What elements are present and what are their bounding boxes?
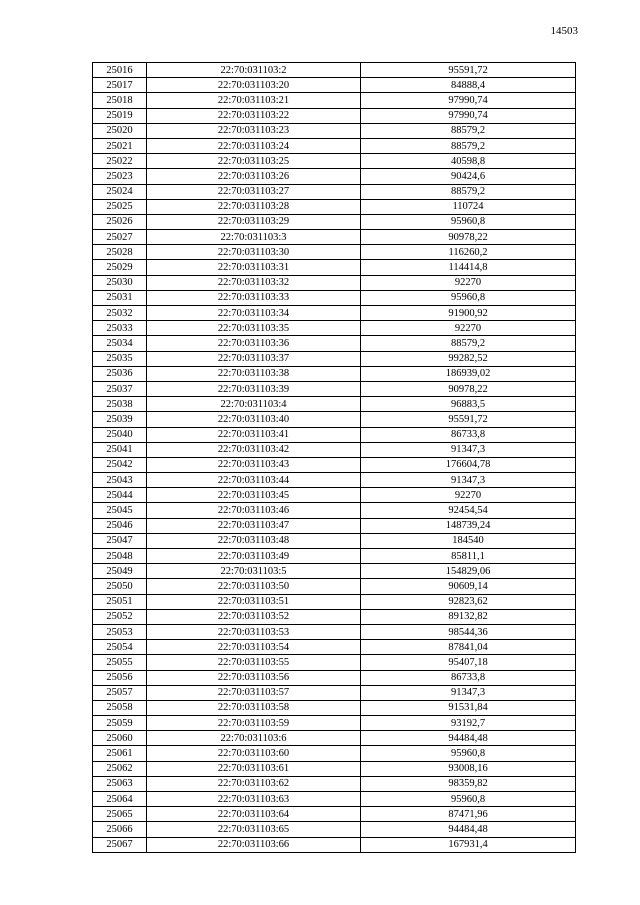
- row-number-cell: 25022: [93, 154, 147, 169]
- cadastral-number-cell: 22:70:031103:25: [147, 154, 361, 169]
- value-cell: 40598,8: [361, 154, 576, 169]
- row-number-cell: 25018: [93, 93, 147, 108]
- table-row: [93, 275, 576, 290]
- cadastral-number-cell: 22:70:031103:37: [147, 351, 361, 366]
- cadastral-number-cell: 22:70:031103:33: [147, 290, 361, 305]
- row-number-cell: 25047: [93, 533, 147, 548]
- cadastral-number-cell: 22:70:031103:45: [147, 488, 361, 503]
- row-number-cell: 25052: [93, 609, 147, 624]
- table-row: [93, 685, 576, 700]
- value-cell: 91347,3: [361, 473, 576, 488]
- table-row: [93, 792, 576, 807]
- row-number-cell: 25066: [93, 822, 147, 837]
- row-number-cell: 25062: [93, 761, 147, 776]
- cadastral-number-cell: 22:70:031103:4: [147, 397, 361, 412]
- cadastral-number-cell: 22:70:031103:59: [147, 716, 361, 731]
- value-cell: 98359,82: [361, 776, 576, 791]
- cadastral-number-cell: 22:70:031103:38: [147, 366, 361, 381]
- cadastral-number-cell: 22:70:031103:61: [147, 761, 361, 776]
- row-number-cell: 25038: [93, 397, 147, 412]
- table-row: [93, 503, 576, 518]
- table-row: [93, 837, 576, 852]
- value-cell: 93008,16: [361, 761, 576, 776]
- table-row: [93, 579, 576, 594]
- cadastral-number-cell: 22:70:031103:53: [147, 624, 361, 639]
- cadastral-number-cell: 22:70:031103:5: [147, 564, 361, 579]
- value-cell: 91347,3: [361, 442, 576, 457]
- cadastral-number-cell: 22:70:031103:32: [147, 275, 361, 290]
- cadastral-number-cell: 22:70:031103:39: [147, 381, 361, 396]
- cadastral-value-table: [92, 62, 576, 853]
- cadastral-number-cell: 22:70:031103:40: [147, 412, 361, 427]
- row-number-cell: 25058: [93, 700, 147, 715]
- table-row: [93, 488, 576, 503]
- table-row: [93, 731, 576, 746]
- value-cell: 116260,2: [361, 245, 576, 260]
- value-cell: 93192,7: [361, 716, 576, 731]
- cadastral-number-cell: 22:70:031103:21: [147, 93, 361, 108]
- row-number-cell: 25046: [93, 518, 147, 533]
- value-cell: 86733,8: [361, 427, 576, 442]
- value-cell: 186939,02: [361, 366, 576, 381]
- value-cell: 92270: [361, 321, 576, 336]
- value-cell: 92454,54: [361, 503, 576, 518]
- row-number-cell: 25027: [93, 230, 147, 245]
- row-number-cell: 25064: [93, 792, 147, 807]
- value-cell: 88579,2: [361, 184, 576, 199]
- row-number-cell: 25067: [93, 837, 147, 852]
- row-number-cell: 25024: [93, 184, 147, 199]
- table-row: [93, 123, 576, 138]
- cadastral-number-cell: 22:70:031103:55: [147, 655, 361, 670]
- row-number-cell: 25055: [93, 655, 147, 670]
- table-row: [93, 594, 576, 609]
- row-number-cell: 25041: [93, 442, 147, 457]
- row-number-cell: 25045: [93, 503, 147, 518]
- table-row: [93, 184, 576, 199]
- table-row: [93, 397, 576, 412]
- table-row: [93, 473, 576, 488]
- table-row: [93, 214, 576, 229]
- value-cell: 94484,48: [361, 822, 576, 837]
- table-row: [93, 381, 576, 396]
- cadastral-number-cell: 22:70:031103:65: [147, 822, 361, 837]
- table-row: [93, 78, 576, 93]
- row-number-cell: 25065: [93, 807, 147, 822]
- row-number-cell: 25043: [93, 473, 147, 488]
- table-row: [93, 807, 576, 822]
- row-number-cell: 25061: [93, 746, 147, 761]
- row-number-cell: 25019: [93, 108, 147, 123]
- value-cell: 95960,8: [361, 746, 576, 761]
- cadastral-number-cell: 22:70:031103:6: [147, 731, 361, 746]
- table-row: [93, 609, 576, 624]
- value-cell: 110724: [361, 199, 576, 214]
- value-cell: 88579,2: [361, 123, 576, 138]
- cadastral-number-cell: 22:70:031103:56: [147, 670, 361, 685]
- cadastral-number-cell: 22:70:031103:49: [147, 549, 361, 564]
- row-number-cell: 25021: [93, 138, 147, 153]
- row-number-cell: 25016: [93, 63, 147, 78]
- row-number-cell: 25031: [93, 290, 147, 305]
- cadastral-number-cell: 22:70:031103:66: [147, 837, 361, 852]
- cadastral-number-cell: 22:70:031103:62: [147, 776, 361, 791]
- table-row: [93, 366, 576, 381]
- value-cell: 86733,8: [361, 670, 576, 685]
- table-row: [93, 564, 576, 579]
- value-cell: 95407,18: [361, 655, 576, 670]
- value-cell: 90609,14: [361, 579, 576, 594]
- cadastral-number-cell: 22:70:031103:58: [147, 700, 361, 715]
- value-cell: 154829,06: [361, 564, 576, 579]
- cadastral-number-cell: 22:70:031103:30: [147, 245, 361, 260]
- row-number-cell: 25037: [93, 381, 147, 396]
- cadastral-number-cell: 22:70:031103:36: [147, 336, 361, 351]
- table-row: [93, 230, 576, 245]
- row-number-cell: 25042: [93, 457, 147, 472]
- table-row: [93, 63, 576, 78]
- row-number-cell: 25057: [93, 685, 147, 700]
- value-cell: 90424,6: [361, 169, 576, 184]
- cadastral-number-cell: 22:70:031103:31: [147, 260, 361, 275]
- table-row: [93, 640, 576, 655]
- value-cell: 95591,72: [361, 63, 576, 78]
- cadastral-number-cell: 22:70:031103:23: [147, 123, 361, 138]
- table-body: [93, 63, 576, 853]
- value-cell: 91347,3: [361, 685, 576, 700]
- table-row: [93, 154, 576, 169]
- table-row: [93, 427, 576, 442]
- cadastral-number-cell: 22:70:031103:50: [147, 579, 361, 594]
- cadastral-number-cell: 22:70:031103:28: [147, 199, 361, 214]
- cadastral-number-cell: 22:70:031103:64: [147, 807, 361, 822]
- value-cell: 167931,4: [361, 837, 576, 852]
- cadastral-number-cell: 22:70:031103:27: [147, 184, 361, 199]
- cadastral-number-cell: 22:70:031103:41: [147, 427, 361, 442]
- value-cell: 94484,48: [361, 731, 576, 746]
- row-number-cell: 25040: [93, 427, 147, 442]
- cadastral-number-cell: 22:70:031103:35: [147, 321, 361, 336]
- table-row: [93, 549, 576, 564]
- cadastral-number-cell: 22:70:031103:48: [147, 533, 361, 548]
- value-cell: 87841,04: [361, 640, 576, 655]
- row-number-cell: 25039: [93, 412, 147, 427]
- cadastral-number-cell: 22:70:031103:52: [147, 609, 361, 624]
- table-row: [93, 351, 576, 366]
- value-cell: 91531,84: [361, 700, 576, 715]
- table-row: [93, 457, 576, 472]
- page-number: 14503: [550, 25, 578, 37]
- cadastral-number-cell: 22:70:031103:20: [147, 78, 361, 93]
- table-row: [93, 761, 576, 776]
- row-number-cell: 25060: [93, 731, 147, 746]
- value-cell: 184540: [361, 533, 576, 548]
- row-number-cell: 25017: [93, 78, 147, 93]
- table-row: [93, 518, 576, 533]
- cadastral-number-cell: 22:70:031103:47: [147, 518, 361, 533]
- cadastral-number-cell: 22:70:031103:34: [147, 306, 361, 321]
- cadastral-number-cell: 22:70:031103:42: [147, 442, 361, 457]
- table-row: [93, 624, 576, 639]
- value-cell: 98544,36: [361, 624, 576, 639]
- value-cell: 96883,5: [361, 397, 576, 412]
- table-row: [93, 169, 576, 184]
- cadastral-number-cell: 22:70:031103:26: [147, 169, 361, 184]
- table-row: [93, 245, 576, 260]
- value-cell: 97990,74: [361, 108, 576, 123]
- table-row: [93, 93, 576, 108]
- table-row: [93, 336, 576, 351]
- table-row: [93, 655, 576, 670]
- table-row: [93, 442, 576, 457]
- row-number-cell: 25035: [93, 351, 147, 366]
- row-number-cell: 25056: [93, 670, 147, 685]
- table-row: [93, 306, 576, 321]
- value-cell: 148739,24: [361, 518, 576, 533]
- value-cell: 92823,62: [361, 594, 576, 609]
- table-row: [93, 716, 576, 731]
- cadastral-number-cell: 22:70:031103:29: [147, 214, 361, 229]
- value-cell: 89132,82: [361, 609, 576, 624]
- table-row: [93, 199, 576, 214]
- row-number-cell: 25033: [93, 321, 147, 336]
- table-row: [93, 260, 576, 275]
- row-number-cell: 25025: [93, 199, 147, 214]
- cadastral-number-cell: 22:70:031103:3: [147, 230, 361, 245]
- row-number-cell: 25032: [93, 306, 147, 321]
- value-cell: 84888,4: [361, 78, 576, 93]
- row-number-cell: 25044: [93, 488, 147, 503]
- row-number-cell: 25048: [93, 549, 147, 564]
- cadastral-number-cell: 22:70:031103:46: [147, 503, 361, 518]
- table-row: [93, 746, 576, 761]
- row-number-cell: 25020: [93, 123, 147, 138]
- value-cell: 88579,2: [361, 138, 576, 153]
- row-number-cell: 25049: [93, 564, 147, 579]
- value-cell: 176604,78: [361, 457, 576, 472]
- value-cell: 92270: [361, 488, 576, 503]
- table-row: [93, 138, 576, 153]
- row-number-cell: 25023: [93, 169, 147, 184]
- value-cell: 91900,92: [361, 306, 576, 321]
- table-row: [93, 822, 576, 837]
- row-number-cell: 25059: [93, 716, 147, 731]
- value-cell: 90978,22: [361, 230, 576, 245]
- row-number-cell: 25030: [93, 275, 147, 290]
- value-cell: 114414,8: [361, 260, 576, 275]
- row-number-cell: 25034: [93, 336, 147, 351]
- table-row: [93, 670, 576, 685]
- value-cell: 95960,8: [361, 214, 576, 229]
- value-cell: 95591,72: [361, 412, 576, 427]
- value-cell: 97990,74: [361, 93, 576, 108]
- value-cell: 95960,8: [361, 792, 576, 807]
- table-row: [93, 108, 576, 123]
- row-number-cell: 25051: [93, 594, 147, 609]
- table-row: [93, 290, 576, 305]
- cadastral-number-cell: 22:70:031103:2: [147, 63, 361, 78]
- cadastral-number-cell: 22:70:031103:60: [147, 746, 361, 761]
- row-number-cell: 25026: [93, 214, 147, 229]
- row-number-cell: 25054: [93, 640, 147, 655]
- row-number-cell: 25029: [93, 260, 147, 275]
- cadastral-number-cell: 22:70:031103:57: [147, 685, 361, 700]
- row-number-cell: 25036: [93, 366, 147, 381]
- value-cell: 90978,22: [361, 381, 576, 396]
- row-number-cell: 25050: [93, 579, 147, 594]
- value-cell: 85811,1: [361, 549, 576, 564]
- value-cell: 88579,2: [361, 336, 576, 351]
- cadastral-number-cell: 22:70:031103:63: [147, 792, 361, 807]
- table-row: [93, 412, 576, 427]
- value-cell: 87471,96: [361, 807, 576, 822]
- cadastral-number-cell: 22:70:031103:24: [147, 138, 361, 153]
- table-row: [93, 533, 576, 548]
- cadastral-number-cell: 22:70:031103:43: [147, 457, 361, 472]
- table-row: [93, 700, 576, 715]
- cadastral-number-cell: 22:70:031103:54: [147, 640, 361, 655]
- cadastral-number-cell: 22:70:031103:51: [147, 594, 361, 609]
- row-number-cell: 25028: [93, 245, 147, 260]
- value-cell: 95960,8: [361, 290, 576, 305]
- cadastral-number-cell: 22:70:031103:44: [147, 473, 361, 488]
- value-cell: 92270: [361, 275, 576, 290]
- table-row: [93, 776, 576, 791]
- row-number-cell: 25063: [93, 776, 147, 791]
- row-number-cell: 25053: [93, 624, 147, 639]
- value-cell: 99282,52: [361, 351, 576, 366]
- table-row: [93, 321, 576, 336]
- cadastral-number-cell: 22:70:031103:22: [147, 108, 361, 123]
